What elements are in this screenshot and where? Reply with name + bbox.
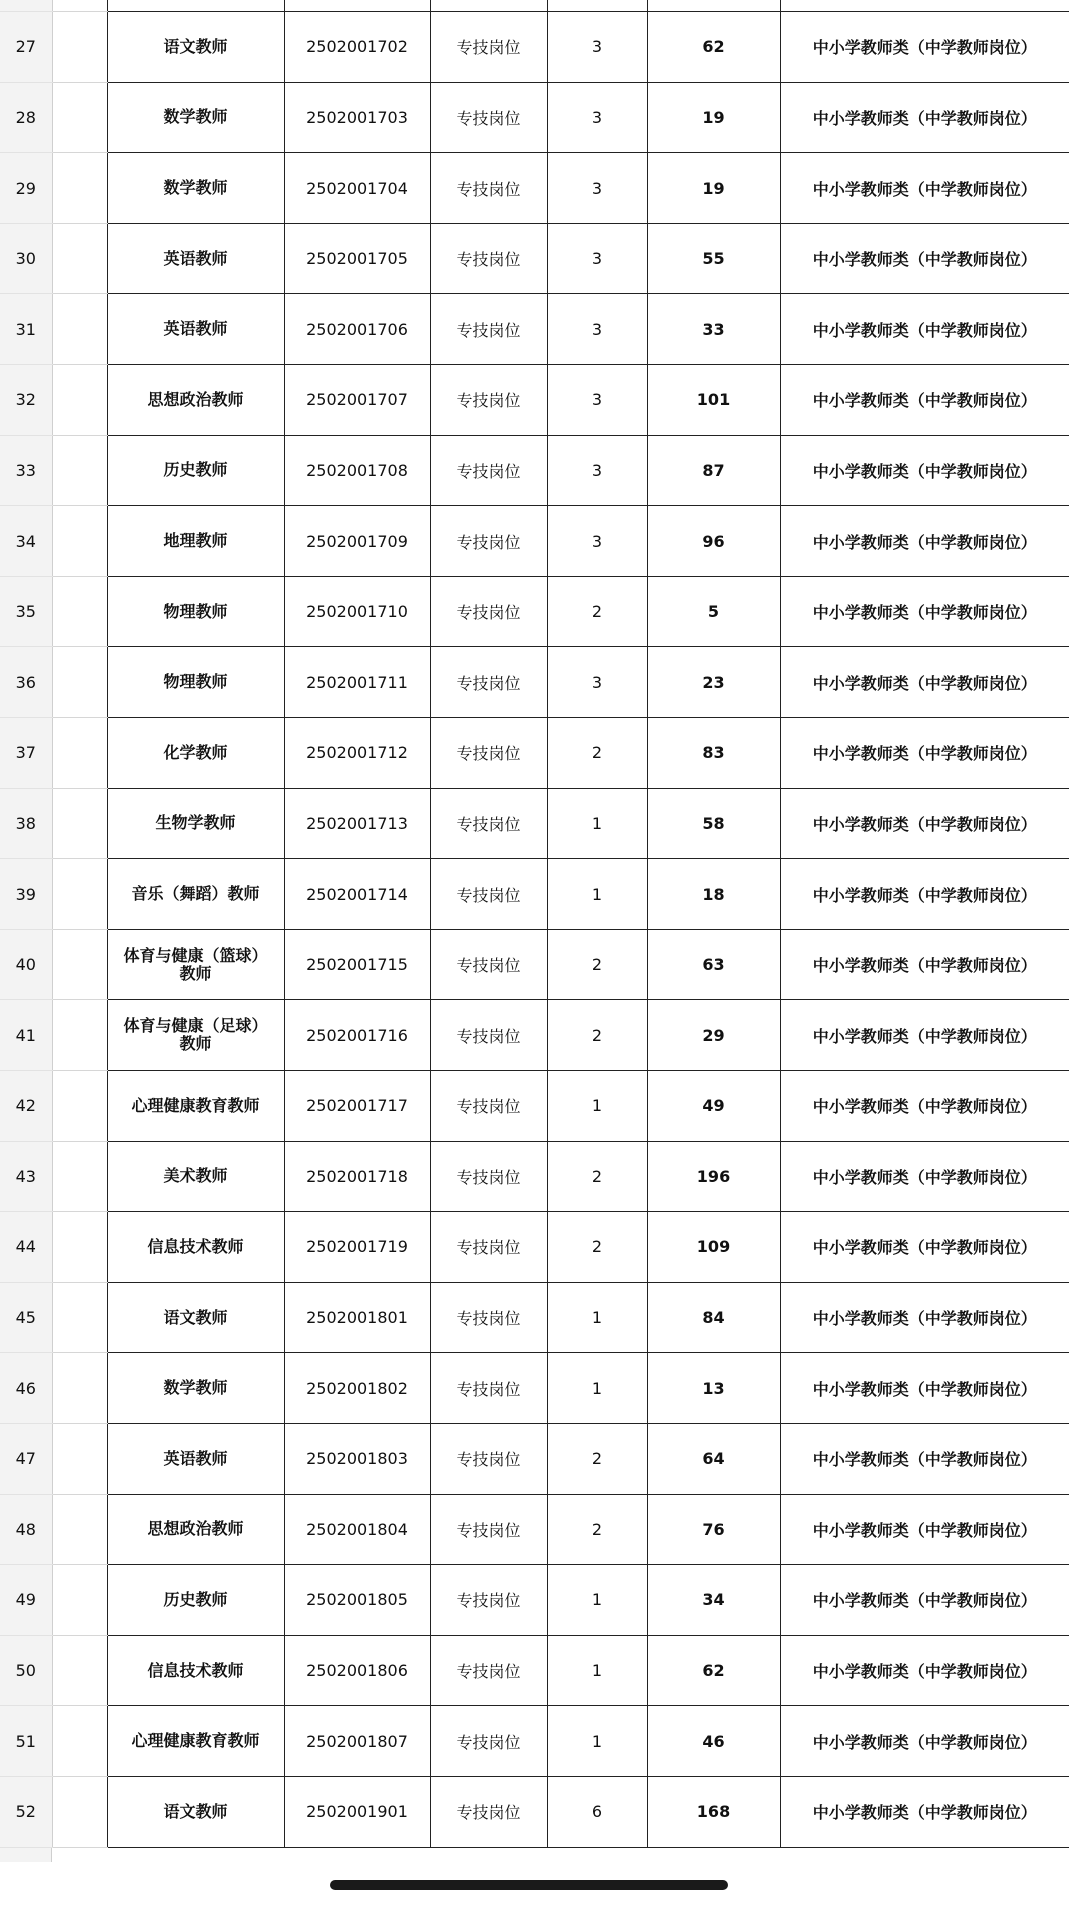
position-category-cell[interactable]: 中小学教师类（中学教师岗位） <box>780 929 1069 1000</box>
table-row <box>0 1212 1069 1283</box>
position-category-cell[interactable]: 中小学教师类（中学教师岗位） <box>780 12 1069 83</box>
position-code-cell[interactable] <box>284 0 430 12</box>
position-name-cell[interactable]: 地理教师 <box>107 506 284 577</box>
table-row <box>0 435 1069 506</box>
hiring-count-cell[interactable]: 2 <box>547 718 647 789</box>
hiring-count-cell[interactable]: 1 <box>547 1071 647 1142</box>
row-number[interactable]: 52 <box>0 1776 52 1847</box>
table-row <box>0 1353 1069 1424</box>
home-indicator-bar[interactable] <box>330 1880 728 1890</box>
position-category-cell[interactable]: 中小学教师类（中学教师岗位） <box>780 1494 1069 1565</box>
position-type-cell[interactable]: 专技岗位 <box>430 153 547 224</box>
blank-cell[interactable] <box>52 1776 107 1847</box>
applicant-count-cell[interactable]: 33 <box>647 294 780 365</box>
row-number[interactable]: 39 <box>0 859 52 930</box>
position-type-cell[interactable]: 专技岗位 <box>430 576 547 647</box>
row-number[interactable]: 27 <box>0 12 52 83</box>
applicant-count-cell[interactable]: 18 <box>647 859 780 930</box>
position-name-cell[interactable]: 思想政治教师 <box>107 365 284 436</box>
position-code-cell[interactable]: 2502001715 <box>284 929 430 1000</box>
blank-cell[interactable] <box>52 929 107 1000</box>
position-code-cell[interactable]: 2502001703 <box>284 82 430 153</box>
applicant-count-cell[interactable]: 168 <box>647 1776 780 1847</box>
position-name-cell[interactable]: 体育与健康（足球） 教师 <box>107 1000 284 1071</box>
position-category-cell[interactable]: 中小学教师类（中学教师岗位） <box>780 1353 1069 1424</box>
position-name-cell[interactable]: 心理健康教育教师 <box>107 1706 284 1777</box>
blank-cell[interactable] <box>52 506 107 577</box>
position-name-cell[interactable]: 语文教师 <box>107 1776 284 1847</box>
row-number[interactable]: 50 <box>0 1635 52 1706</box>
table-row <box>0 1706 1069 1777</box>
position-name-cell[interactable]: 数学教师 <box>107 153 284 224</box>
row-number[interactable]: 51 <box>0 1706 52 1777</box>
position-category-cell[interactable]: 中小学教师类（中学教师岗位） <box>780 576 1069 647</box>
row-number[interactable]: 32 <box>0 365 52 436</box>
position-code-cell[interactable]: 2502001807 <box>284 1706 430 1777</box>
position-name-cell[interactable]: 语文教师 <box>107 1282 284 1353</box>
position-code-cell[interactable]: 2502001719 <box>284 1212 430 1283</box>
hiring-count-cell[interactable]: 6 <box>547 1776 647 1847</box>
position-code-cell[interactable]: 2502001704 <box>284 153 430 224</box>
position-code-cell[interactable]: 2502001706 <box>284 294 430 365</box>
position-type-cell[interactable]: 专技岗位 <box>430 1282 547 1353</box>
table-row <box>0 153 1069 224</box>
position-type-cell[interactable]: 专技岗位 <box>430 859 547 930</box>
hiring-count-cell[interactable]: 1 <box>547 788 647 859</box>
blank-cell[interactable] <box>52 0 107 12</box>
row-number[interactable]: 41 <box>0 1000 52 1071</box>
position-category-cell[interactable]: 中小学教师类（中学教师岗位） <box>780 1423 1069 1494</box>
blank-cell[interactable] <box>52 294 107 365</box>
position-code-cell[interactable]: 2502001802 <box>284 1353 430 1424</box>
blank-cell[interactable] <box>52 1353 107 1424</box>
applicant-count-cell[interactable]: 62 <box>647 12 780 83</box>
table-row <box>0 12 1069 83</box>
table-row <box>0 1071 1069 1142</box>
blank-cell[interactable] <box>52 1565 107 1636</box>
position-category-cell[interactable]: 中小学教师类（中学教师岗位） <box>780 153 1069 224</box>
position-type-cell[interactable]: 专技岗位 <box>430 82 547 153</box>
applicant-count-cell[interactable]: 13 <box>647 1353 780 1424</box>
table-row <box>0 1776 1069 1847</box>
position-category-cell[interactable]: 中小学教师类（中学教师岗位） <box>780 1565 1069 1636</box>
position-code-cell[interactable]: 2502001705 <box>284 223 430 294</box>
table-row <box>0 1423 1069 1494</box>
position-category-cell[interactable]: 中小学教师类（中学教师岗位） <box>780 506 1069 577</box>
blank-cell[interactable] <box>52 1423 107 1494</box>
position-type-cell[interactable]: 专技岗位 <box>430 718 547 789</box>
position-category-cell[interactable]: 中小学教师类（中学教师岗位） <box>780 1141 1069 1212</box>
position-name-cell[interactable]: 美术教师 <box>107 1141 284 1212</box>
position-name-cell[interactable] <box>107 0 284 12</box>
applicant-count-cell[interactable]: 49 <box>647 1071 780 1142</box>
position-type-cell[interactable] <box>430 0 547 12</box>
row-number[interactable]: 35 <box>0 576 52 647</box>
hiring-count-cell[interactable]: 3 <box>547 12 647 83</box>
position-code-cell[interactable]: 2502001717 <box>284 1071 430 1142</box>
blank-cell[interactable] <box>52 12 107 83</box>
position-code-cell[interactable]: 2502001714 <box>284 859 430 930</box>
position-name-cell[interactable]: 数学教师 <box>107 82 284 153</box>
applicant-count-cell[interactable]: 101 <box>647 365 780 436</box>
applicant-count-cell[interactable]: 64 <box>647 1423 780 1494</box>
row-number[interactable]: 31 <box>0 294 52 365</box>
position-type-cell[interactable]: 专技岗位 <box>430 788 547 859</box>
position-type-cell[interactable]: 专技岗位 <box>430 12 547 83</box>
row-number[interactable]: 43 <box>0 1141 52 1212</box>
position-name-cell[interactable]: 物理教师 <box>107 647 284 718</box>
blank-cell[interactable] <box>52 82 107 153</box>
position-code-cell[interactable]: 2502001710 <box>284 576 430 647</box>
position-code-cell[interactable]: 2502001708 <box>284 435 430 506</box>
row-number[interactable]: 46 <box>0 1353 52 1424</box>
row-number[interactable]: 48 <box>0 1494 52 1565</box>
position-code-cell[interactable]: 2502001901 <box>284 1776 430 1847</box>
applicant-count-cell[interactable]: 87 <box>647 435 780 506</box>
position-code-cell[interactable]: 2502001804 <box>284 1494 430 1565</box>
position-type-cell[interactable]: 专技岗位 <box>430 1353 547 1424</box>
position-name-cell[interactable]: 信息技术教师 <box>107 1635 284 1706</box>
table-row <box>0 576 1069 647</box>
position-name-cell[interactable]: 语文教师 <box>107 12 284 83</box>
blank-cell[interactable] <box>52 1282 107 1353</box>
hiring-count-cell[interactable]: 3 <box>547 82 647 153</box>
applicant-count-cell[interactable]: 5 <box>647 576 780 647</box>
position-type-cell[interactable]: 专技岗位 <box>430 223 547 294</box>
hiring-count-cell[interactable]: 2 <box>547 1423 647 1494</box>
applicant-count-cell[interactable]: 29 <box>647 1000 780 1071</box>
position-type-cell[interactable]: 专技岗位 <box>430 1000 547 1071</box>
blank-cell[interactable] <box>52 788 107 859</box>
hiring-count-cell[interactable]: 3 <box>547 506 647 577</box>
applicant-count-cell[interactable]: 19 <box>647 153 780 224</box>
applicant-count-cell[interactable]: 34 <box>647 1565 780 1636</box>
position-code-cell[interactable]: 2502001803 <box>284 1423 430 1494</box>
position-category-cell[interactable]: 中小学教师类（中学教师岗位） <box>780 788 1069 859</box>
position-type-cell[interactable]: 专技岗位 <box>430 365 547 436</box>
hiring-count-cell[interactable] <box>547 0 647 12</box>
position-name-cell[interactable]: 信息技术教师 <box>107 1212 284 1283</box>
row-number[interactable]: 30 <box>0 223 52 294</box>
position-name-cell[interactable]: 心理健康教育教师 <box>107 1071 284 1142</box>
table-row <box>0 647 1069 718</box>
position-name-cell[interactable]: 物理教师 <box>107 576 284 647</box>
position-code-cell[interactable]: 2502001712 <box>284 718 430 789</box>
table-row <box>0 718 1069 789</box>
blank-cell[interactable] <box>52 859 107 930</box>
blank-cell[interactable] <box>52 1706 107 1777</box>
position-name-cell[interactable]: 音乐（舞蹈）教师 <box>107 859 284 930</box>
position-category-cell[interactable]: 中小学教师类（中学教师岗位） <box>780 1706 1069 1777</box>
position-code-cell[interactable]: 2502001707 <box>284 365 430 436</box>
position-code-cell[interactable]: 2502001801 <box>284 1282 430 1353</box>
table-row <box>0 859 1069 930</box>
hiring-count-cell[interactable]: 2 <box>547 1141 647 1212</box>
position-type-cell[interactable]: 专技岗位 <box>430 1423 547 1494</box>
hiring-count-cell[interactable]: 2 <box>547 929 647 1000</box>
position-code-cell[interactable]: 2502001709 <box>284 506 430 577</box>
position-name-cell[interactable]: 英语教师 <box>107 1423 284 1494</box>
position-type-cell[interactable]: 专技岗位 <box>430 435 547 506</box>
row-number[interactable]: 29 <box>0 153 52 224</box>
position-category-cell[interactable] <box>780 0 1069 12</box>
row-number[interactable]: 37 <box>0 718 52 789</box>
hiring-count-cell[interactable]: 2 <box>547 576 647 647</box>
hiring-count-cell[interactable]: 1 <box>547 859 647 930</box>
row-number[interactable]: 36 <box>0 647 52 718</box>
table-row <box>0 1282 1069 1353</box>
position-name-cell[interactable]: 英语教师 <box>107 223 284 294</box>
position-type-cell[interactable]: 专技岗位 <box>430 1776 547 1847</box>
row-number[interactable] <box>0 0 52 12</box>
table-row <box>0 365 1069 436</box>
blank-cell[interactable] <box>52 153 107 224</box>
position-category-cell[interactable]: 中小学教师类（中学教师岗位） <box>780 365 1069 436</box>
applicant-count-cell[interactable]: 19 <box>647 82 780 153</box>
position-category-cell[interactable]: 中小学教师类（中学教师岗位） <box>780 1776 1069 1847</box>
position-category-cell[interactable]: 中小学教师类（中学教师岗位） <box>780 718 1069 789</box>
blank-cell[interactable] <box>52 1635 107 1706</box>
position-category-cell[interactable]: 中小学教师类（中学教师岗位） <box>780 1635 1069 1706</box>
table-row <box>0 0 1069 12</box>
position-type-cell[interactable]: 专技岗位 <box>430 647 547 718</box>
applicant-count-cell[interactable]: 83 <box>647 718 780 789</box>
applicant-count-cell[interactable]: 23 <box>647 647 780 718</box>
table-row <box>0 929 1069 1000</box>
blank-cell[interactable] <box>52 365 107 436</box>
position-name-cell[interactable]: 英语教师 <box>107 294 284 365</box>
hiring-count-cell[interactable]: 2 <box>547 1000 647 1071</box>
position-category-cell[interactable]: 中小学教师类（中学教师岗位） <box>780 435 1069 506</box>
position-name-cell[interactable]: 体育与健康（篮球） 教师 <box>107 929 284 1000</box>
table-row <box>0 1635 1069 1706</box>
hiring-count-cell[interactable]: 3 <box>547 435 647 506</box>
table-row <box>0 1494 1069 1565</box>
row-number[interactable]: 49 <box>0 1565 52 1636</box>
position-code-cell[interactable]: 2502001711 <box>284 647 430 718</box>
applicant-count-cell[interactable]: 76 <box>647 1494 780 1565</box>
table-row <box>0 82 1069 153</box>
applicant-count-cell[interactable]: 96 <box>647 506 780 577</box>
row-number[interactable]: 33 <box>0 435 52 506</box>
blank-cell[interactable] <box>52 718 107 789</box>
row-number[interactable]: 28 <box>0 82 52 153</box>
row-number[interactable]: 47 <box>0 1423 52 1494</box>
position-category-cell[interactable]: 中小学教师类（中学教师岗位） <box>780 647 1069 718</box>
blank-cell[interactable] <box>52 647 107 718</box>
position-category-cell[interactable]: 中小学教师类（中学教师岗位） <box>780 1071 1069 1142</box>
table-row <box>0 223 1069 294</box>
position-name-cell[interactable]: 历史教师 <box>107 1565 284 1636</box>
position-type-cell[interactable]: 专技岗位 <box>430 294 547 365</box>
position-type-cell[interactable]: 专技岗位 <box>430 1212 547 1283</box>
applicant-count-cell[interactable]: 58 <box>647 788 780 859</box>
position-code-cell[interactable]: 2502001702 <box>284 12 430 83</box>
position-category-cell[interactable]: 中小学教师类（中学教师岗位） <box>780 1000 1069 1071</box>
position-type-cell[interactable]: 专技岗位 <box>430 1141 547 1212</box>
applicant-count-cell[interactable]: 55 <box>647 223 780 294</box>
position-category-cell[interactable]: 中小学教师类（中学教师岗位） <box>780 223 1069 294</box>
position-type-cell[interactable]: 专技岗位 <box>430 1494 547 1565</box>
position-name-cell[interactable]: 思想政治教师 <box>107 1494 284 1565</box>
table-row <box>0 294 1069 365</box>
applicant-count-cell[interactable]: 84 <box>647 1282 780 1353</box>
position-category-cell[interactable]: 中小学教师类（中学教师岗位） <box>780 1282 1069 1353</box>
blank-cell[interactable] <box>52 1212 107 1283</box>
position-type-cell[interactable]: 专技岗位 <box>430 929 547 1000</box>
blank-cell[interactable] <box>52 1494 107 1565</box>
blank-cell[interactable] <box>52 223 107 294</box>
table-row <box>0 1000 1069 1071</box>
row-number[interactable]: 45 <box>0 1282 52 1353</box>
blank-cell[interactable] <box>52 1071 107 1142</box>
applicant-count-cell[interactable]: 109 <box>647 1212 780 1283</box>
blank-cell[interactable] <box>52 435 107 506</box>
position-type-cell[interactable]: 专技岗位 <box>430 1565 547 1636</box>
hiring-count-cell[interactable]: 1 <box>547 1565 647 1636</box>
position-code-cell[interactable]: 2502001806 <box>284 1635 430 1706</box>
hiring-count-cell[interactable]: 1 <box>547 1635 647 1706</box>
position-category-cell[interactable]: 中小学教师类（中学教师岗位） <box>780 294 1069 365</box>
position-type-cell[interactable]: 专技岗位 <box>430 506 547 577</box>
applicant-count-cell[interactable]: 46 <box>647 1706 780 1777</box>
position-name-cell[interactable]: 历史教师 <box>107 435 284 506</box>
position-type-cell[interactable]: 专技岗位 <box>430 1635 547 1706</box>
position-type-cell[interactable]: 专技岗位 <box>430 1706 547 1777</box>
hiring-count-cell[interactable]: 1 <box>547 1353 647 1424</box>
row-number[interactable]: 40 <box>0 929 52 1000</box>
hiring-count-cell[interactable]: 1 <box>547 1282 647 1353</box>
hiring-count-cell[interactable]: 3 <box>547 223 647 294</box>
position-name-cell[interactable]: 数学教师 <box>107 1353 284 1424</box>
position-category-cell[interactable]: 中小学教师类（中学教师岗位） <box>780 859 1069 930</box>
hiring-count-cell[interactable]: 3 <box>547 294 647 365</box>
row-number[interactable]: 38 <box>0 788 52 859</box>
table-row <box>0 506 1069 577</box>
position-code-cell[interactable]: 2502001805 <box>284 1565 430 1636</box>
position-code-cell[interactable]: 2502001713 <box>284 788 430 859</box>
row-number[interactable]: 42 <box>0 1071 52 1142</box>
hiring-count-cell[interactable]: 3 <box>547 365 647 436</box>
applicant-count-cell[interactable]: 62 <box>647 1635 780 1706</box>
hiring-count-cell[interactable]: 2 <box>547 1494 647 1565</box>
hiring-count-cell[interactable]: 1 <box>547 1706 647 1777</box>
position-code-cell[interactable]: 2502001718 <box>284 1141 430 1212</box>
applicant-count-cell[interactable]: 196 <box>647 1141 780 1212</box>
position-name-cell[interactable]: 化学教师 <box>107 718 284 789</box>
hiring-count-cell[interactable]: 2 <box>547 1212 647 1283</box>
position-type-cell[interactable]: 专技岗位 <box>430 1071 547 1142</box>
table-row <box>0 788 1069 859</box>
blank-cell[interactable] <box>52 576 107 647</box>
hiring-count-cell[interactable]: 3 <box>547 647 647 718</box>
blank-cell[interactable] <box>52 1141 107 1212</box>
row-number[interactable]: 34 <box>0 506 52 577</box>
applicant-count-cell[interactable] <box>647 0 780 12</box>
position-category-cell[interactable]: 中小学教师类（中学教师岗位） <box>780 1212 1069 1283</box>
blank-cell[interactable] <box>52 1000 107 1071</box>
position-category-cell[interactable]: 中小学教师类（中学教师岗位） <box>780 82 1069 153</box>
position-name-cell[interactable]: 生物学教师 <box>107 788 284 859</box>
row-number[interactable]: 44 <box>0 1212 52 1283</box>
position-code-cell[interactable]: 2502001716 <box>284 1000 430 1071</box>
table-row <box>0 1565 1069 1636</box>
applicant-count-cell[interactable]: 63 <box>647 929 780 1000</box>
hiring-count-cell[interactable]: 3 <box>547 153 647 224</box>
table-row <box>0 1141 1069 1212</box>
